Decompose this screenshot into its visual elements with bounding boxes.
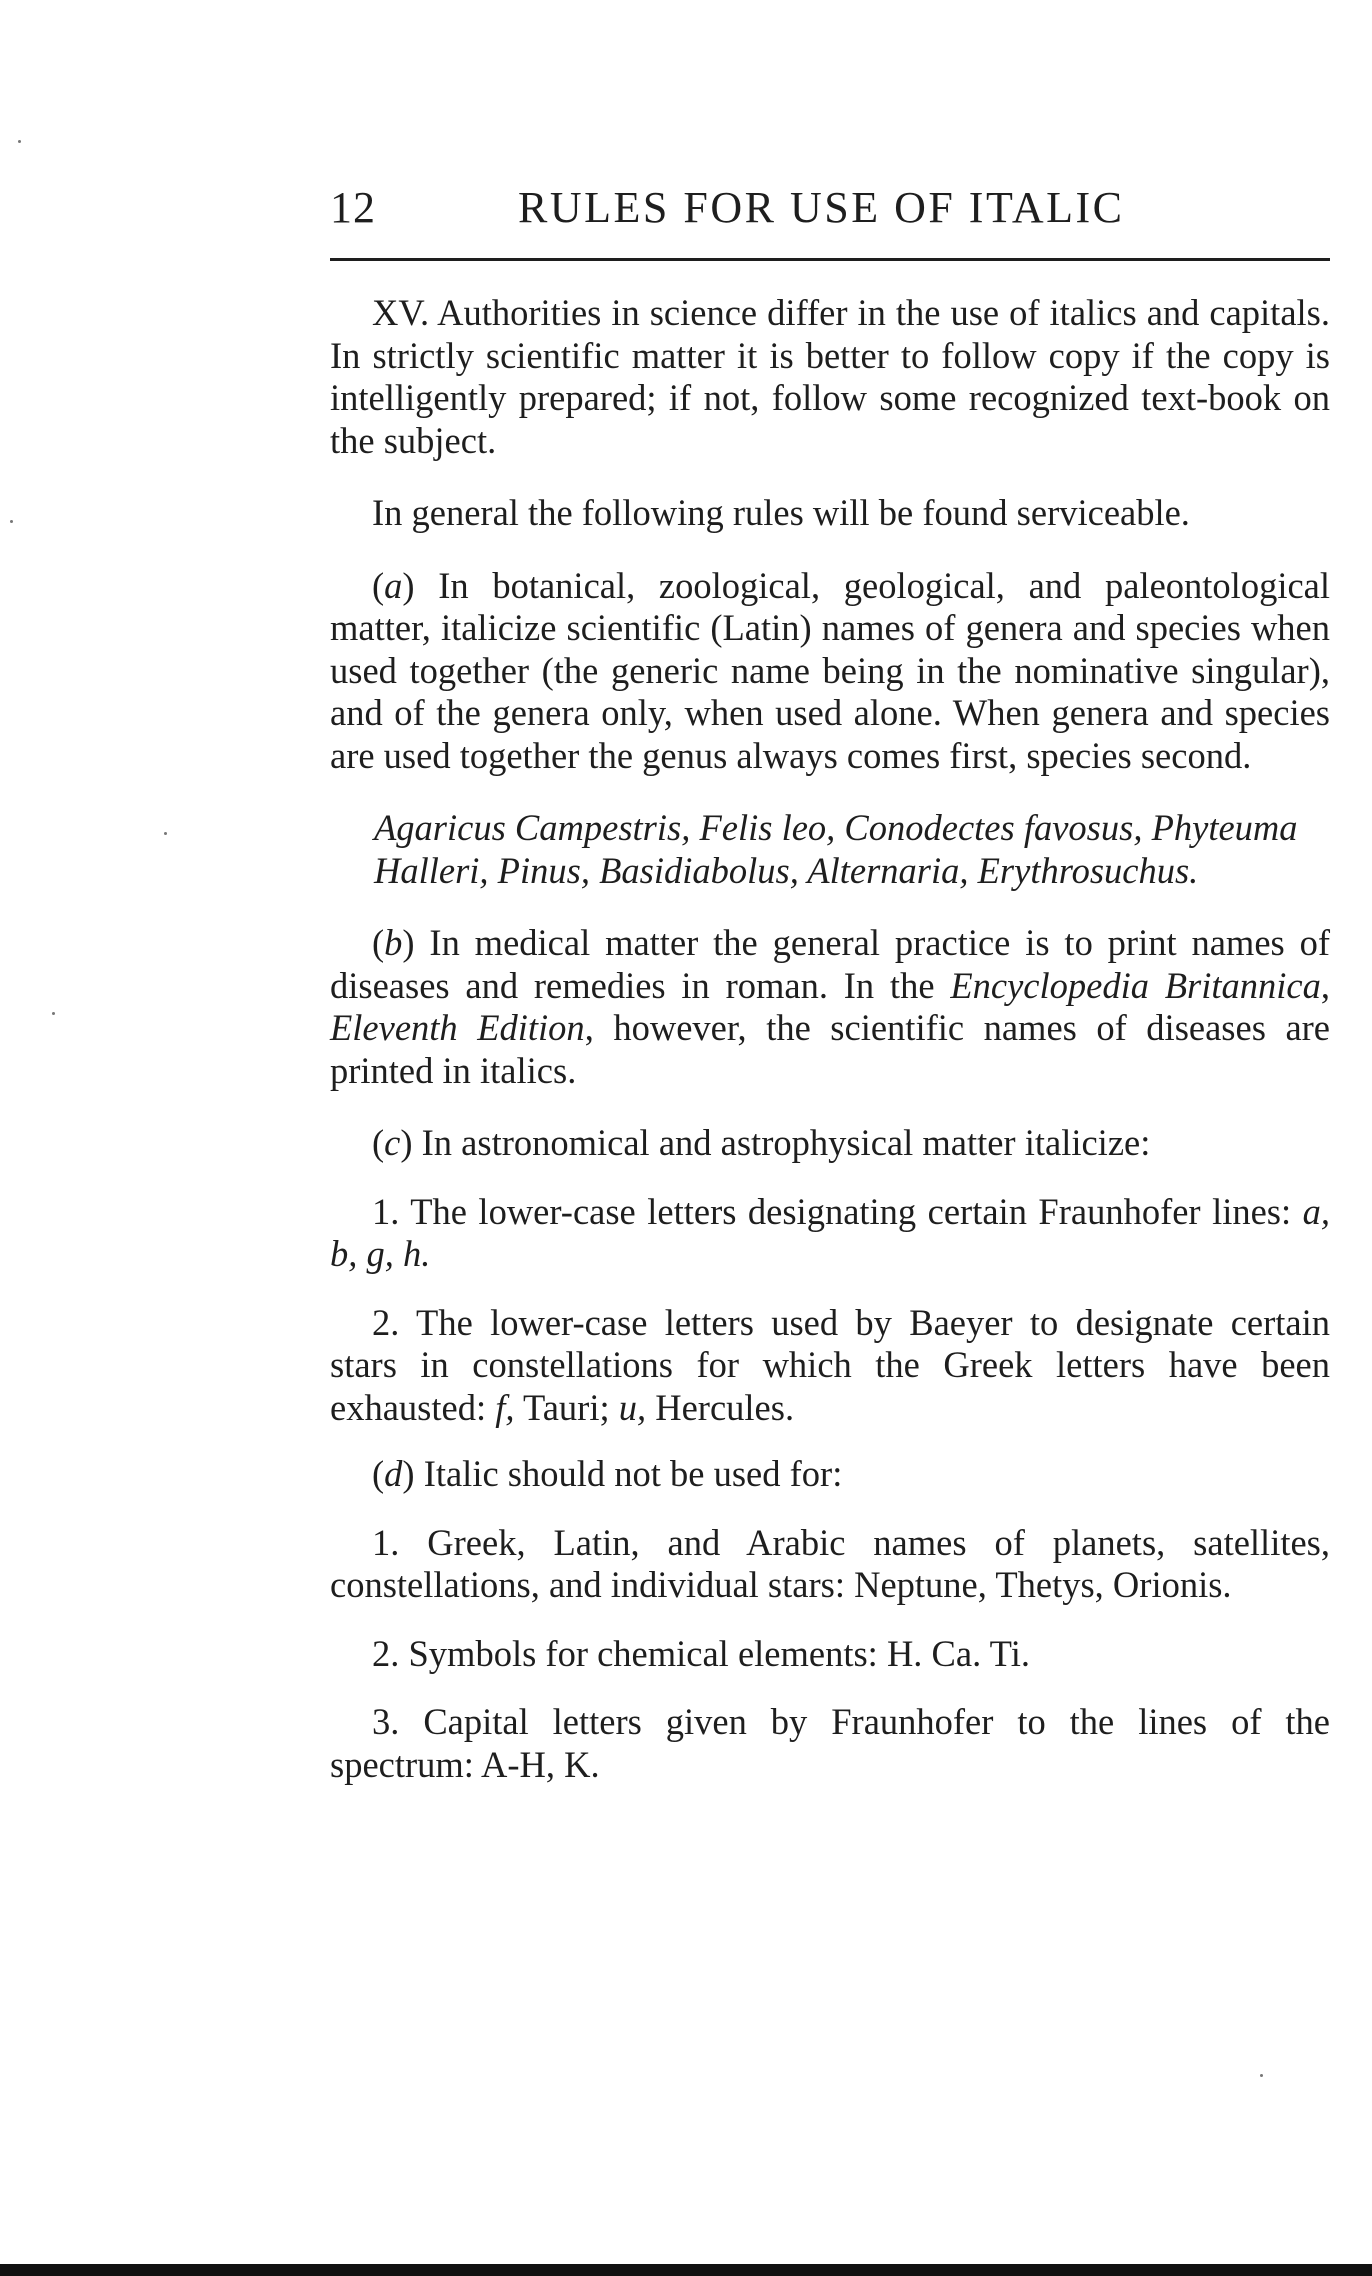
- rule-c-item-2-text: The lower-case letters used by Baeyer to designate certain stars in constellations for which the Greek letters have been exhausted:: [330, 1301, 1330, 1428]
- rule-c-item-2-mid: Tauri;: [522, 1386, 610, 1428]
- body-text: [330, 292, 1330, 1786]
- rule-c-item-1-italic: a, b, g, h.: [330, 1190, 1331, 1274]
- rule-c-item-2-num: 2.: [372, 1301, 400, 1343]
- rule-d-item-3-num: 3.: [372, 1701, 400, 1742]
- paragraph-rule-d: (d) Italic should not be used for:: [372, 1453, 843, 1494]
- paragraph-rule-b: (b) In medical matter the general practice is to print names of diseases and remedies in roman. In the Encyclopedia Britannica, Eleventh Edition, however, the scientific names of diseases are printed in italics.: [330, 922, 1330, 1091]
- paper-speck: [164, 832, 167, 835]
- rule-d-item-1-text: Greek, Latin, and Arabic names of planets, satellites, constellations, and individual stars: Neptune, Thetys, Orionis.: [330, 1521, 1331, 1605]
- paper-speck: [18, 140, 21, 143]
- rule-d-item-3: [330, 1701, 1330, 1786]
- rule-b-text-1: In medical matter the general practice is to print names of diseases and remedies in roman. In the: [330, 922, 1330, 1006]
- paper-speck: [52, 1012, 55, 1015]
- examples-line-2: [374, 850, 1330, 893]
- rule-c-item-1-text: The lower-case letters designating certain Fraunhofer lines:: [410, 1190, 1292, 1232]
- examples-line-1-text: Agaricus Campestris, Felis leo, Conodectes favosus, Phyteuma: [374, 807, 1298, 848]
- rule-xv-text: XV. Authorities in science differ in the use of italics and capitals. In strictly scientific matter it is better to follow copy if the copy is intelligently prepared; if not, follow some recognized text-book on the subject.: [330, 292, 1330, 461]
- rule-c-text: In astronomical and astrophysical matter italicize:: [421, 1122, 1151, 1163]
- paragraph-rule-c: (c) In astronomical and astrophysical matter italicize:: [372, 1122, 1151, 1163]
- rule-d-item-2: [330, 1633, 1330, 1676]
- rule-d-item-3-text: Capital letters given by Fraunhofer to the lines of the spectrum: A-H, K.: [330, 1701, 1330, 1785]
- paragraph-rule-xv: [330, 292, 1330, 462]
- rule-c-item-2-end: Hercules.: [655, 1386, 795, 1428]
- rule-c-item-1: [330, 1191, 1330, 1276]
- rule-b-text-2: , however, the scientific names of diseases are printed in italics.: [330, 1007, 1330, 1091]
- rule-c-item-2: [330, 1302, 1330, 1430]
- rule-d-item-1-num: 1.: [372, 1521, 400, 1563]
- rule-a-marker: a: [384, 564, 403, 606]
- page-number: 12: [330, 183, 376, 232]
- page-header: [330, 182, 1330, 242]
- rule-b-sep: ,: [1320, 964, 1330, 1006]
- rule-c-marker: c: [384, 1122, 401, 1163]
- rule-d-text: Italic should not be used for:: [423, 1453, 843, 1494]
- general-text: In general the following rules will be found serviceable.: [372, 492, 1190, 533]
- running-title: RULES FOR USE OF ITALIC: [518, 183, 1125, 232]
- paper-speck: [1260, 2074, 1263, 2077]
- examples-line-2-text: Halleri, Pinus, Basidiabolus, Alternaria, Erythrosuchus.: [374, 849, 1199, 891]
- rule-b-marker: b: [384, 922, 403, 963]
- rule-d-item-1: [330, 1522, 1330, 1607]
- rule-b-italic-2: Eleventh Edition: [330, 1007, 585, 1048]
- rule-c-item-2-italic-2: u,: [618, 1386, 647, 1428]
- rule-d-marker: d: [384, 1453, 403, 1494]
- genera-examples: [330, 807, 1330, 892]
- rule-d-item-2-text: Symbols for chemical elements: H. Ca. Ti.: [408, 1632, 1030, 1674]
- paragraph-rule-a: (a) In botanical, zoological, geological, and paleontological matter, italicize scientific (Latin) names of genera and species when used together (the generic name being in the nominative singular), and of the genera only, when used alone. When genera and species are used together the genus always comes first, species second.: [330, 564, 1330, 776]
- examples-line-1: [374, 807, 1330, 850]
- rule-c-item-2-italic-1: f,: [495, 1386, 515, 1428]
- paper-speck: [10, 520, 13, 523]
- header-rule: [330, 258, 1330, 261]
- rule-d-item-2-num: 2.: [372, 1632, 400, 1674]
- paragraph-general: [330, 492, 1330, 535]
- rule-c-item-1-num: 1.: [372, 1190, 400, 1232]
- scan-bottom-edge: [0, 2264, 1372, 2276]
- rule-b-italic-1: Encyclopedia Britannica: [950, 964, 1321, 1006]
- rule-a-text: In botanical, zoological, geological, and paleontological matter, italicize scientific (Latin) names of genera and species when used together (the generic name being in the nominative singular), and of the genera only, when used alone. When genera and species are used together the genus always comes first, species second.: [330, 564, 1330, 776]
